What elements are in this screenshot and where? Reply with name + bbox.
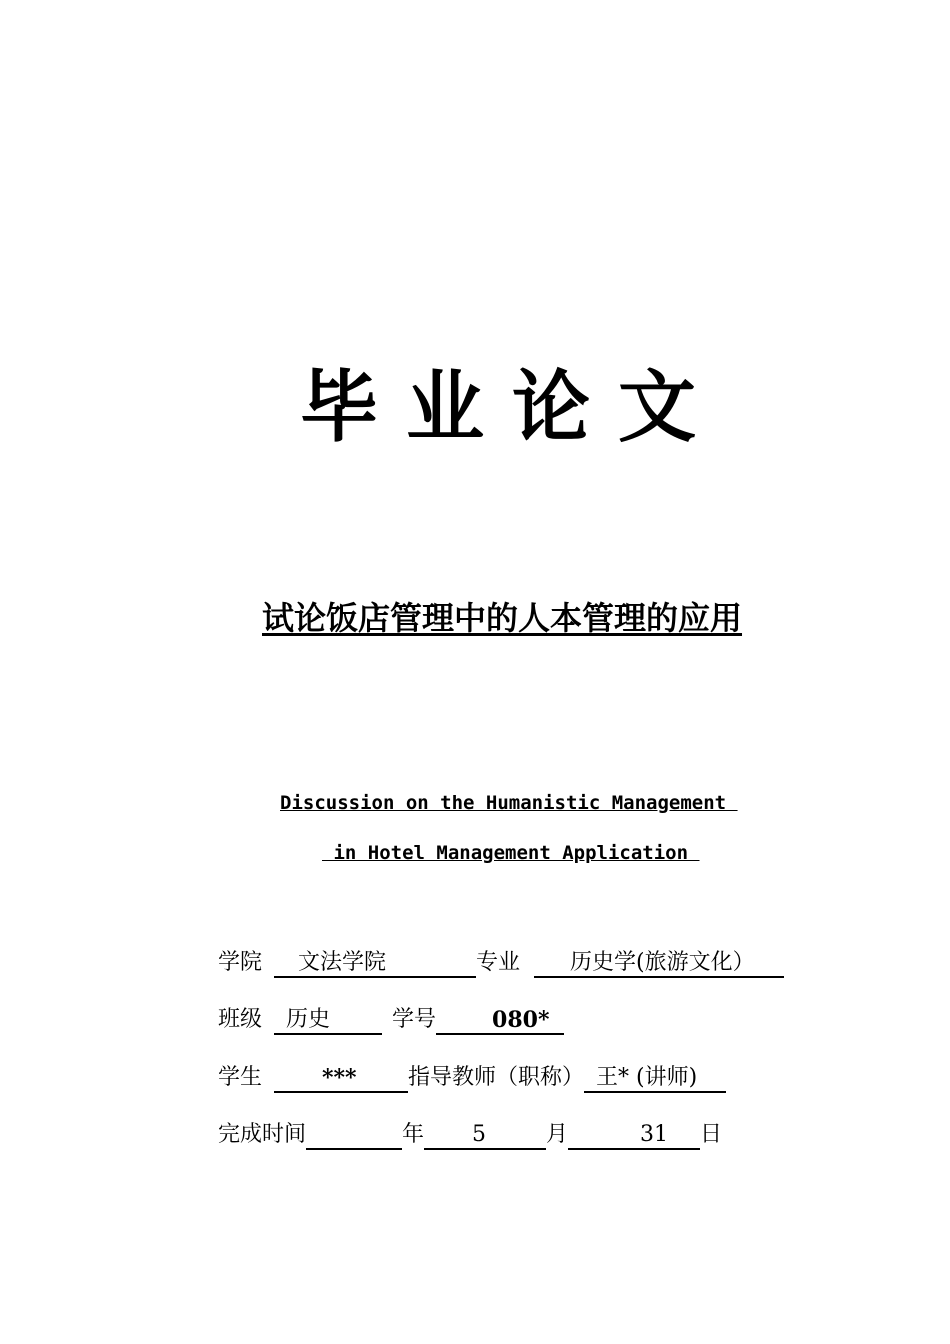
student-id-field: 080* xyxy=(436,1005,564,1035)
month-unit: 月 xyxy=(546,1122,569,1147)
class-label: 班级 xyxy=(218,1007,263,1032)
student-label: 学生 xyxy=(218,1065,263,1090)
student-id-label: 学号 xyxy=(392,1007,437,1032)
advisor-label: 指导教师（职称） xyxy=(408,1065,585,1090)
chinese-title: 试论饭店管理中的人本管理的应用 xyxy=(262,599,743,637)
advisor-field: 王* (讲师) xyxy=(584,1063,726,1093)
major-field: 历史学(旅游文化） xyxy=(534,948,784,978)
completion-date-row xyxy=(218,1118,722,1150)
class-field: 历史 xyxy=(274,1005,382,1035)
month-field: 5 xyxy=(424,1120,546,1150)
day-field: 31 xyxy=(568,1120,700,1150)
english-title-line-1: Discussion on the Humanistic Management xyxy=(280,792,738,814)
class-id-row xyxy=(218,1003,564,1035)
main-title: 毕业论文 xyxy=(299,363,724,453)
major-label: 专业 xyxy=(476,950,521,975)
completion-label: 完成时间 xyxy=(218,1122,307,1147)
year-field xyxy=(306,1120,402,1150)
college-label: 学院 xyxy=(218,950,263,975)
college-field: 文法学院 xyxy=(274,948,476,978)
year-unit: 年 xyxy=(402,1122,425,1147)
day-unit: 日 xyxy=(700,1122,723,1147)
student-advisor-row xyxy=(218,1061,726,1093)
english-title-line-2: in Hotel Management Application xyxy=(322,842,700,864)
college-major-row xyxy=(218,946,784,978)
student-field: *** xyxy=(274,1063,408,1093)
